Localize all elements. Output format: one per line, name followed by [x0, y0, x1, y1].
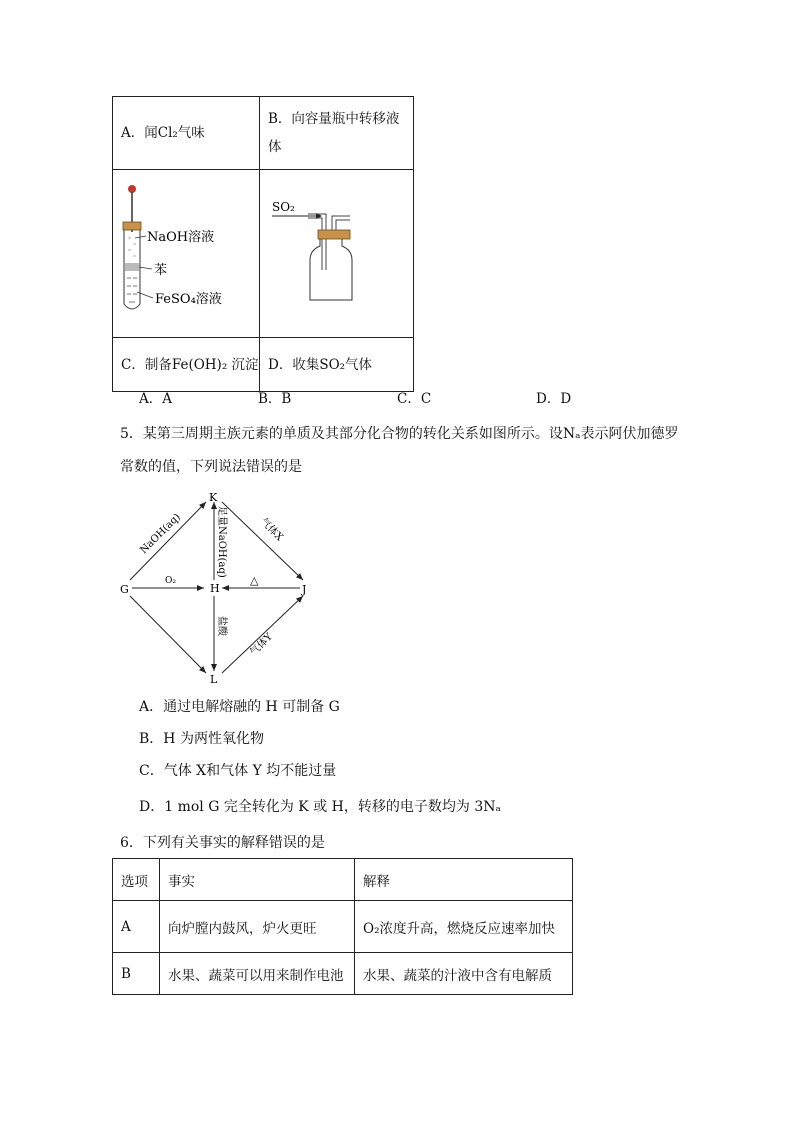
q4-figure-c-cell	[113, 170, 260, 338]
q6-row-b-option: B	[113, 953, 160, 995]
bottle-stopper	[318, 230, 350, 239]
q4-cell-b	[260, 97, 414, 170]
node-l: L	[210, 673, 218, 686]
label-edge-l-j: 气体Y	[248, 631, 275, 659]
q5-stem-line2: 常数的值，下列说法错误的是	[120, 459, 302, 475]
node-h: H	[210, 582, 220, 595]
stopper	[123, 222, 141, 230]
q4-cell-a-text: A．闻Cl₂气味	[121, 125, 205, 141]
q6-row-a-option: A	[113, 901, 160, 953]
gas-bottle	[310, 239, 352, 300]
q6-header-row	[113, 859, 573, 901]
edge-k-to-j	[222, 502, 303, 580]
q6-row-a-fact: 向炉膛内鼓风，炉火更旺	[160, 901, 355, 953]
q6-stem: 6．下列有关事实的解释错误的是	[120, 835, 325, 851]
node-j: J	[302, 583, 307, 596]
q4-cell-a	[113, 97, 260, 170]
edge-g-to-k	[130, 502, 206, 580]
q4-option-c[interactable]: C．C	[397, 391, 432, 407]
leader-feso4	[137, 292, 153, 298]
label-edge-h-l: 盐酸	[216, 616, 227, 636]
label-edge-h-k: 足量NaOH(aq)	[216, 506, 227, 578]
q4-option-d[interactable]: D．D	[536, 391, 572, 407]
q6-header-explanation: 解释	[355, 859, 573, 901]
q6-header-fact: 事实	[160, 859, 355, 901]
edge-g-to-l	[130, 596, 206, 673]
label-naoh-solution: NaOH溶液	[147, 230, 215, 245]
label-feso4-solution: FeSO₄溶液	[155, 292, 222, 307]
q4-cell-d-text: D．收集SO₂气体	[268, 356, 373, 373]
q4-option-a[interactable]: A．A	[139, 391, 172, 407]
label-so2: SO₂	[272, 200, 295, 214]
q5-transformation-diagram	[110, 486, 330, 686]
label-benzene: 苯	[154, 263, 168, 278]
q6-row-b-explanation: 水果、蔬菜的汁液中含有电解质	[355, 953, 573, 995]
fe-oh2-apparatus-figure	[113, 170, 259, 327]
q4-cell-c-text: C．制备Fe(OH)₂ 沉淀	[121, 356, 259, 373]
q4-cell-b-text-1: B．向容量瓶中转移液	[268, 111, 400, 127]
node-k: K	[209, 491, 218, 504]
edge-l-to-j	[222, 596, 303, 673]
label-edge-j-h: △	[250, 574, 259, 587]
q4-cell-c	[113, 338, 260, 392]
label-edge-k-j: 气体X	[257, 516, 285, 544]
table-row	[113, 901, 573, 953]
q6-row-a-explanation: O₂浓度升高，燃烧反应速率加快	[355, 901, 573, 953]
q5-stem-line1: 5．某第三周期主族元素的单质及其部分化合物的转化关系如图所示。设Nₐ表示阿伏加德罗	[120, 426, 679, 442]
q6-row-b-fact: 水果、蔬菜可以用来制作电池	[160, 953, 355, 995]
label-edge-g-k: NaOH(aq)	[138, 511, 183, 557]
q5-option-c[interactable]: C．气体 X和气体 Y 均不能过量	[139, 763, 337, 779]
table-row	[113, 953, 573, 995]
q4-cell-d	[260, 338, 414, 392]
q4-cell-b-text-2: 体	[268, 139, 282, 155]
feso4-solution	[127, 278, 137, 302]
inlet-tube	[308, 214, 326, 270]
q4-options-table	[112, 96, 414, 392]
q6-facts-table	[112, 858, 573, 995]
q5-option-a[interactable]: A．通过电解熔融的 H 可制备 G	[139, 699, 340, 715]
label-edge-g-h: O₂	[165, 576, 176, 586]
naoh-solution	[128, 238, 136, 256]
dropper-bulb	[128, 185, 136, 193]
q6-header-option: 选项	[113, 859, 160, 901]
q4-figure-d-cell	[260, 170, 414, 338]
so2-collection-figure	[260, 170, 413, 327]
leader-benzene	[139, 267, 152, 269]
benzene-layer	[125, 263, 139, 271]
node-g: G	[120, 583, 129, 596]
q5-option-d[interactable]: D．1 mol G 完全转化为 K 或 H，转移的电子数均为 3Nₐ	[139, 799, 501, 815]
q5-option-b[interactable]: B．H 为两性氧化物	[139, 731, 264, 747]
q4-option-b[interactable]: B．B	[258, 391, 292, 407]
